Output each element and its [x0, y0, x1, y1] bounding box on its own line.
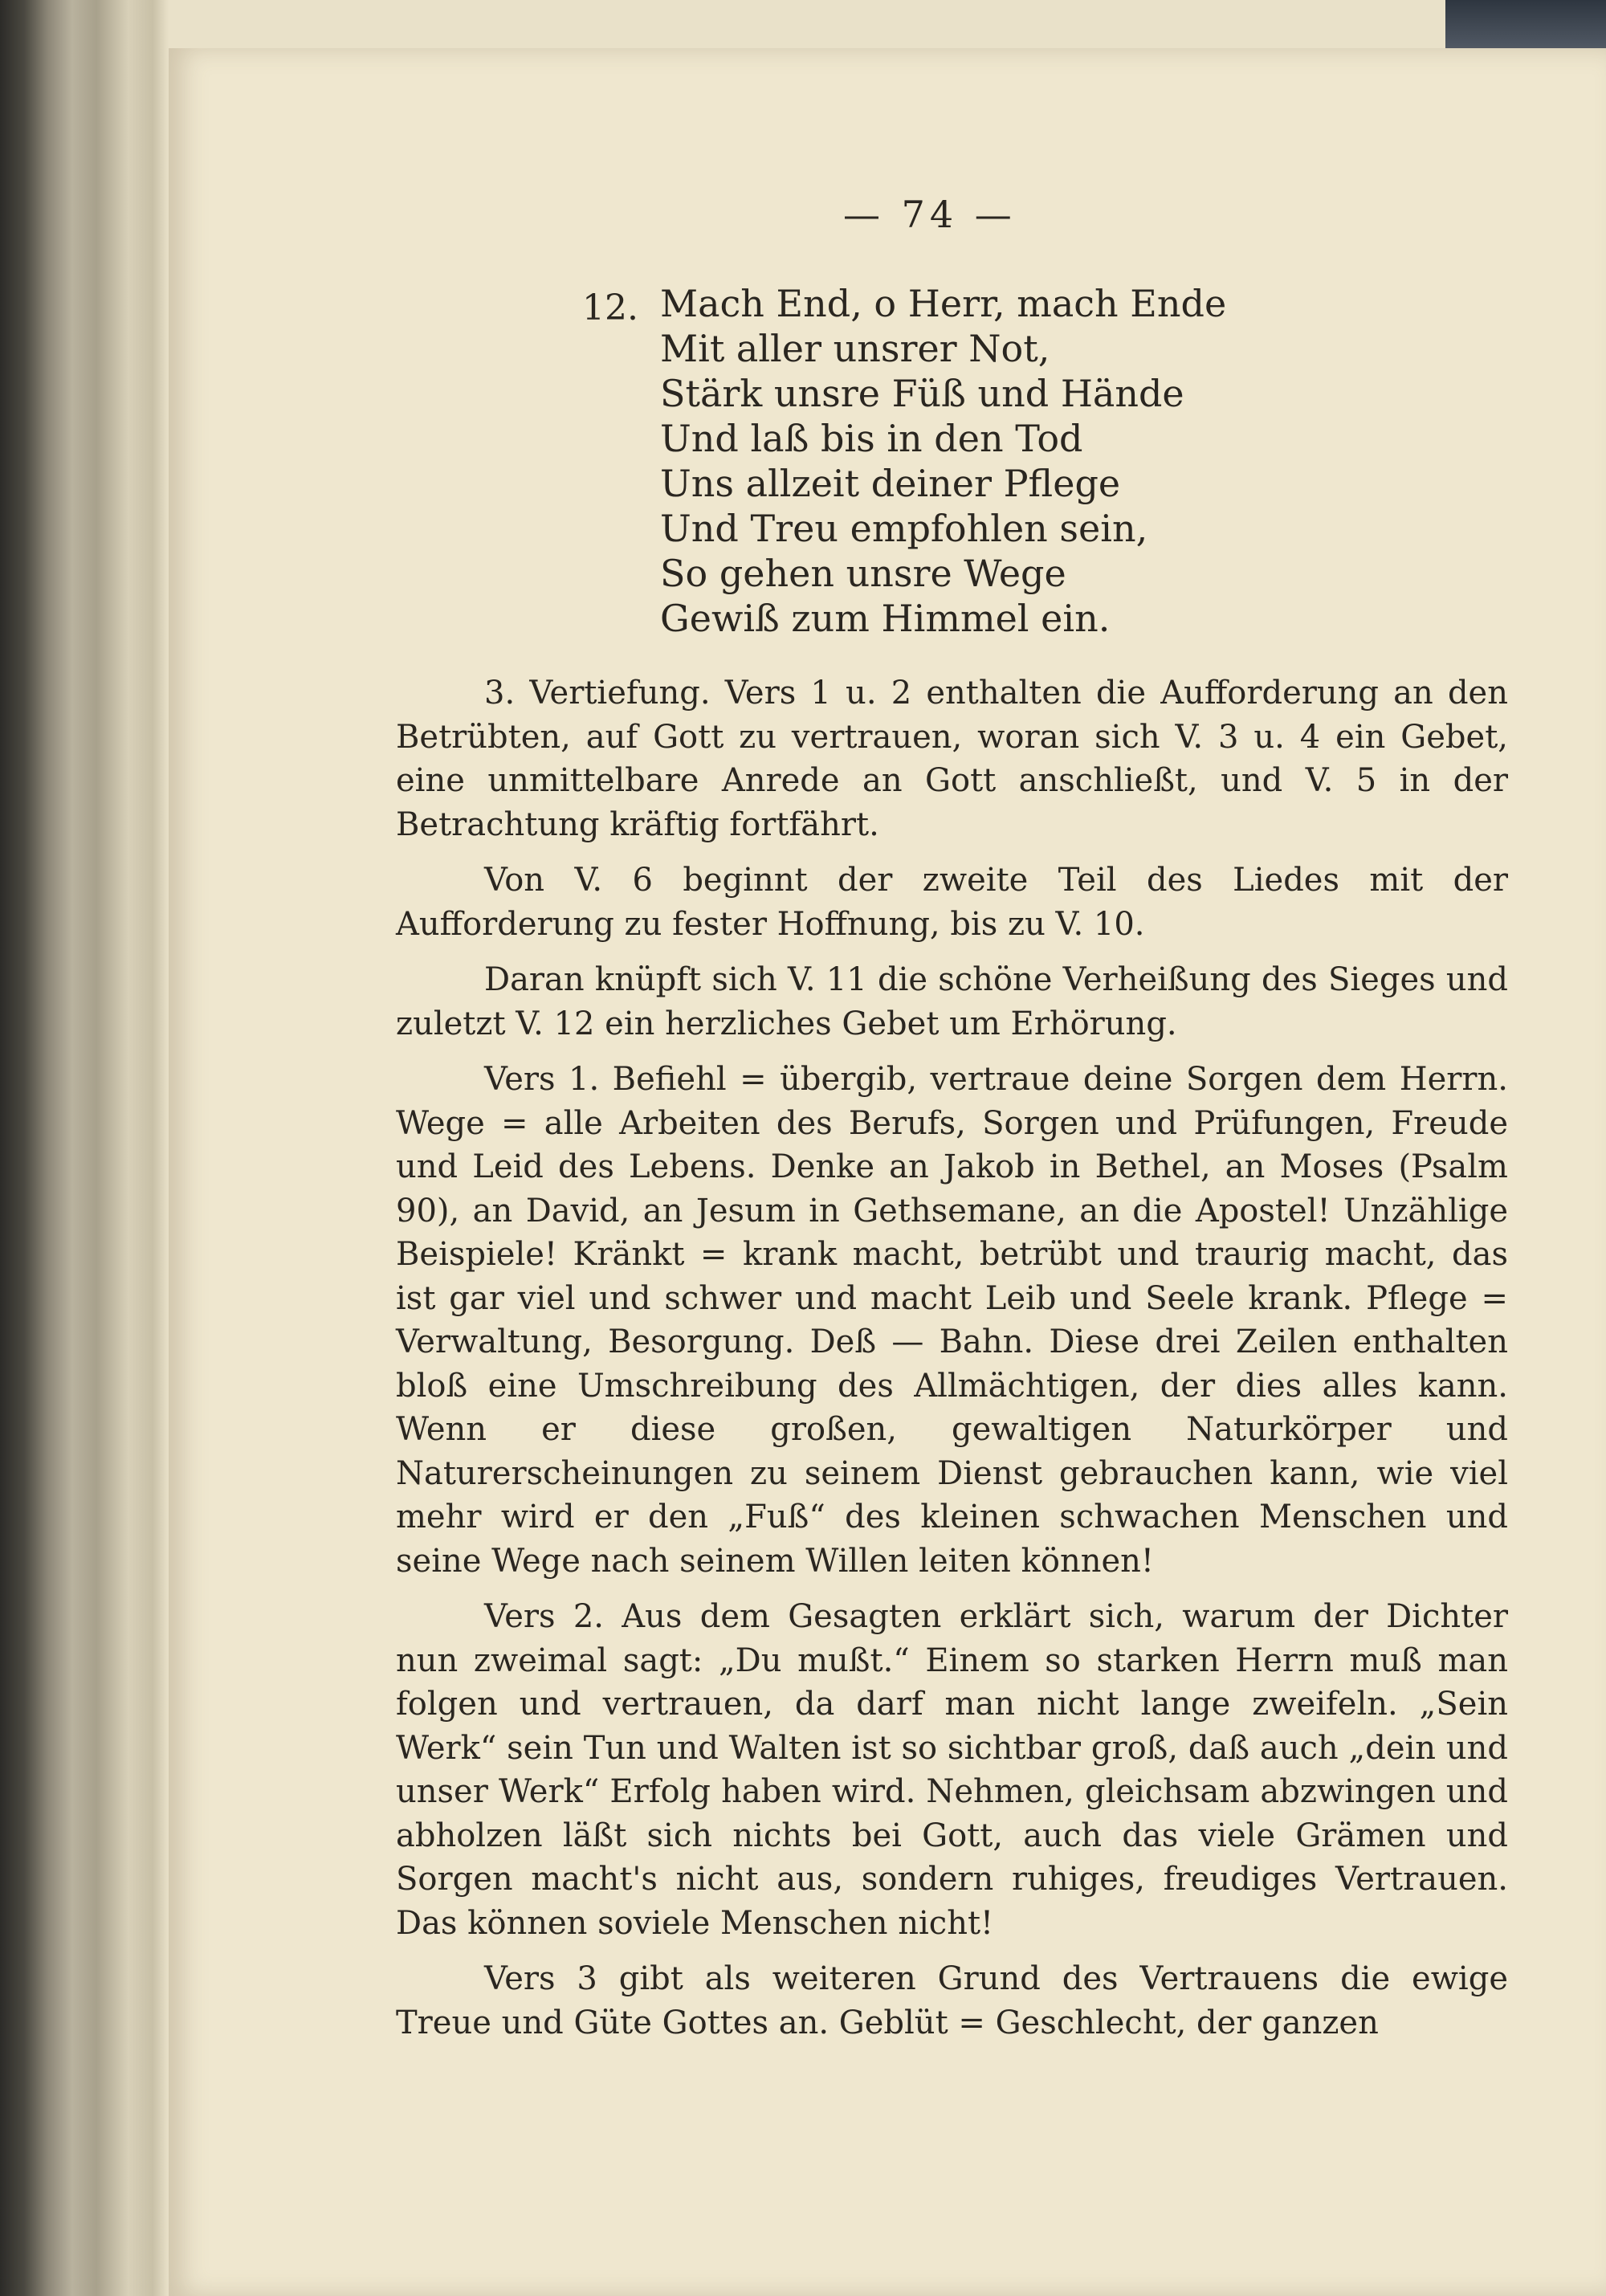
verse-line: Und laß bis in den Tod — [660, 417, 1083, 460]
verse-number: 12. — [582, 288, 638, 328]
paragraph: Von V. 6 beginnt der zweite Teil des Liedes mit der Aufforderung zu fester Hoffnung, bis zu V. 10. — [396, 862, 1508, 943]
paragraph: Vers 1. Befiehl = übergib, vertraue deine Sorgen dem Herrn. Wege = alle Arbeiten des Berufs, Sorgen und Prüfungen, Freude und Leid des Lebens. Denke an Jakob in Bethel, an Moses (Psalm 90), an David, an Jesum in Gethsemane, an die Apostel! Unzählige Beispiele! Kränkt = krank macht, betrübt und traurig macht, das ist gar viel und schwer und macht Leib und Seele krank. Pflege = Verwaltung, Besorgung. Deß — Bahn. Diese drei Zeilen enthalten bloß eine Umschreibung des Allmächtigen, der dies alles kann. Wenn er diese großen, gewaltigen Naturkörper und Naturerscheinungen zu seinem Dienst gebrauchen kann, wie viel mehr wird er den „Fuß“ des kleinen schwachen Menschen und seine Wege nach seinem Willen leiten können! — [396, 1061, 1508, 1580]
hymn-verse — [660, 281, 1383, 641]
paragraph: 3. Vertiefung. Vers 1 u. 2 enthalten die Aufforderung an den Betrübten, auf Gott zu vertrauen, woran sich V. 3 u. 4 ein Gebet, eine unmittelbare Anrede an Gott anschließt, und V. 5 in der Betrachtung kräftig fortfährt. — [396, 675, 1508, 843]
verse-line: So gehen unsre Wege — [660, 552, 1066, 595]
verse-line: Gewiß zum Himmel ein. — [660, 597, 1111, 640]
commentary-text — [396, 671, 1508, 2057]
paragraph: Daran knüpft sich V. 11 die schöne Verheißung des Sieges und zuletzt V. 12 ein herzliches Gebet um Erhörung. — [396, 961, 1508, 1042]
verse-line: Und Treu empfohlen sein, — [660, 507, 1148, 550]
verse-line: Mach End, o Herr, mach Ende — [660, 282, 1227, 325]
verse-line: Uns allzeit deiner Pflege — [660, 462, 1121, 505]
verse-line: Stärk unsre Füß und Hände — [660, 372, 1184, 415]
paragraph: Vers 2. Aus dem Gesagten erklärt sich, warum der Dichter nun zweimal sagt: „Du mußt.“ Einem so starken Herrn muß man folgen und vertrauen, da darf man nicht lange zweifeln. „Sein Werk“ sein Tun und Walten ist so sichtbar groß, daß auch „dein und unser Werk“ Erfolg haben wird. Nehmen, gleichsam abzwingen und abholzen läßt sich nichts bei Gott, auch das viele Grämen und Sorgen macht's nicht aus, sondern ruhiges, freudiges Vertrauen. Das können soviele Menschen nicht! — [396, 1598, 1508, 1942]
verse-line: Mit aller unsrer Not, — [660, 327, 1050, 370]
page-number: — 74 — — [843, 193, 1017, 236]
paragraph: Vers 3 gibt als weiteren Grund des Vertrauens die ewige Treue und Güte Gottes an. Geblüt = Geschlecht, der ganzen — [396, 1960, 1508, 2041]
